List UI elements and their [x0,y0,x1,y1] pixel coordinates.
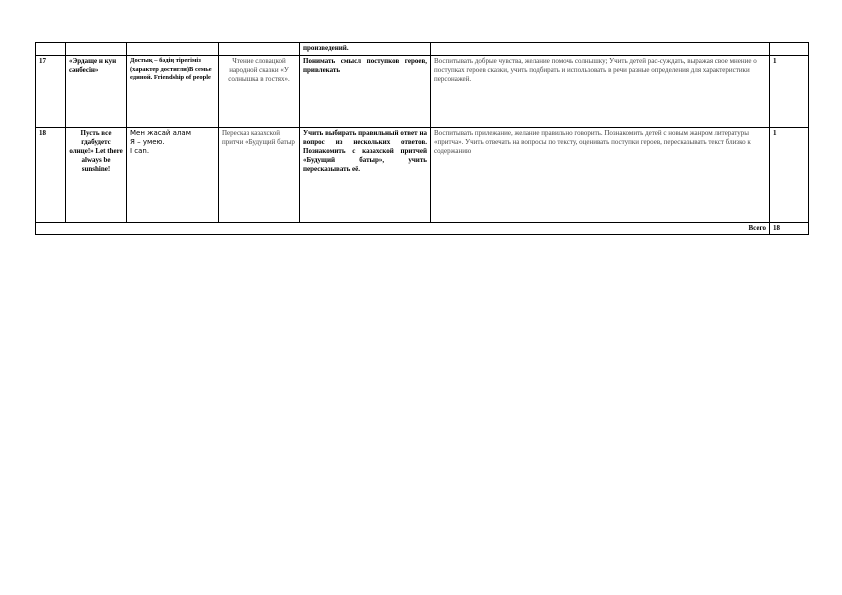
value-line: Мен жасай алам [130,129,191,137]
row-tasks: Воспитывать прилежание, желание правильно говорить. Познакомить детей с новым жанром литературы «притча». Учить отвечать на вопросы по тексту, оценивать поступки героев, пересказывать текст близко к содержанию [431,128,770,223]
cell-empty [770,43,809,56]
row-number: 18 [36,128,66,223]
table-row-total [36,223,809,235]
row-hours: 1 [770,56,809,128]
row-goal: Понимать смысл поступков героев, привлекать [300,56,431,128]
row-tasks: Воспитывать добрые чувства, желание помочь солнышку; Учить детей рас-суждать, выражая свое мнение о поступках героев сказки, учить подбирать и использовать в речи разные определения для характеристики персонажей. [431,56,770,128]
cell-empty [36,43,66,56]
value-line: I can. [130,147,150,155]
cell-empty [127,43,219,56]
row-hours: 1 [770,128,809,223]
table-row-18 [36,128,809,223]
row-content: Пересказ казахской притчи «Будущий батыр [219,128,300,223]
row-value [127,128,219,223]
total-value: 18 [770,223,809,235]
row-number: 17 [36,56,66,128]
cell-goal-fragment: произведений. [300,43,431,56]
row-theme: Пусть все гдабудетс олнце!» Let there always be sunshine! [66,128,127,223]
cell-empty [66,43,127,56]
row-goal: Учить выбирать правильный ответ на вопрос из нескольких ответов. Познакомить с казахской притчей «Будущий батыр», учить пересказывать её. [300,128,431,223]
cell-empty [431,43,770,56]
row-theme: «Эрдаще н кун сәнбесін» [66,56,127,128]
row-value: Достық – бәдің тірегіміз (характер достигли)В семье единой. Friendship of people [127,56,219,128]
table-row-top [36,43,809,56]
table-row-17 [36,56,809,128]
lesson-plan-table [35,42,809,235]
value-line: Я – умею. [130,138,165,146]
cell-empty [219,43,300,56]
total-label: Всего [36,223,770,235]
row-content: Чтение словацкой народной сказки «У солнышка в гостях». [219,56,300,128]
